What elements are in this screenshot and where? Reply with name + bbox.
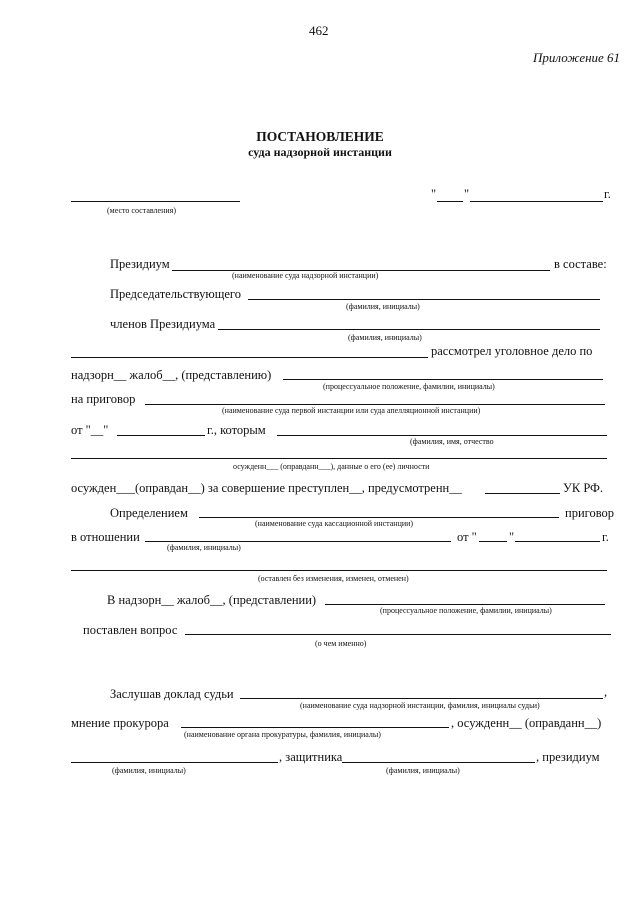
- date-quote-close: ": [464, 187, 470, 201]
- place-line: [71, 201, 240, 202]
- supervisory-complaint-text: надзорн__ жалоб__, (представлению): [71, 368, 272, 382]
- convicted-name-line: [71, 762, 278, 763]
- appendix-label: Приложение 61: [533, 50, 621, 65]
- chairperson-label: Председательствующего: [110, 287, 241, 301]
- document-title: ПОСТАНОВЛЕНИЕ: [256, 129, 384, 144]
- g2-text: г.: [602, 530, 609, 544]
- regarding-label: в отношении: [71, 530, 140, 544]
- place-hint: (место составления): [107, 206, 176, 215]
- prosecutor-line: [181, 727, 449, 728]
- judge-comma: ,: [604, 685, 608, 699]
- from-date-text: от "__": [71, 423, 109, 437]
- document-subtitle: суда надзорной инстанции: [248, 145, 392, 159]
- question-raised-label: поставлен вопрос: [83, 623, 178, 637]
- ot2-text: от ": [457, 530, 477, 544]
- in-supervisory-text: В надзорн__ жалоб__, (представлении): [107, 593, 317, 607]
- hint-cassation: (наименование суда кассационной инстанции): [255, 519, 414, 528]
- presidium-label: Президиум: [110, 257, 170, 271]
- in-composition-label: в составе:: [554, 257, 607, 271]
- hint-court-judge: (наименование суда надзорной инстанции, фамилия, инициалы судьи): [300, 701, 540, 710]
- procedural-line: [283, 379, 603, 380]
- question-line: [185, 634, 611, 635]
- date-year-suffix: г.: [604, 187, 611, 201]
- convicted-2-text: , осужденн__ (оправданн__): [451, 716, 602, 730]
- having-heard-label: Заслушав доклад судьи: [110, 687, 234, 701]
- date-quote-open: ": [431, 187, 437, 201]
- hint-members: (фамилия, инициалы): [348, 333, 422, 342]
- members-line: [218, 329, 600, 330]
- defender-text: , защитника: [279, 750, 343, 764]
- hint-fio: (фамилия, имя, отчество: [410, 437, 494, 446]
- on-sentence-label: на приговор: [71, 392, 136, 406]
- uk-rf-text: УК РФ.: [563, 481, 604, 495]
- date-month-line: [470, 201, 603, 202]
- determination-label: Определением: [110, 506, 188, 520]
- hint-convicted: осужденн___ (оправданн___), данные о его (ее) личности: [233, 462, 430, 471]
- hint-prosecutor: (наименование органа прокуратуры, фамилия, инициалы): [184, 730, 381, 739]
- first-instance-line: [145, 404, 605, 405]
- defender-line: [342, 762, 535, 763]
- hint-procedural: (процессуальное положение, фамилии, инициалы): [323, 382, 495, 391]
- hint-first-instance: (наименование суда первой инстанции или суда апелляционной инстанции): [222, 406, 481, 415]
- g-which-text: г., которым: [207, 423, 266, 437]
- hint-regarding: (фамилия, инициалы): [167, 543, 241, 552]
- ot2-quote: ": [509, 530, 515, 544]
- cassation-line: [199, 517, 559, 518]
- convicted-data-line: [71, 458, 607, 459]
- reviewed-case-text: рассмотрел уголовное дело по: [431, 344, 593, 358]
- hint-court-supervisory: (наименование суда надзорной инстанции): [232, 271, 379, 280]
- uk-article-line: [485, 493, 560, 494]
- regarding-line: [145, 541, 451, 542]
- members-label: членов Президиума: [110, 317, 216, 331]
- ot2-month-line: [515, 541, 600, 542]
- hint-chairperson: (фамилия, инициалы): [346, 302, 420, 311]
- presidium-end-text: , президиум: [536, 750, 600, 764]
- members-line-2: [71, 357, 428, 358]
- fio-line: [277, 435, 607, 436]
- hint-procedural-2: (процессуальное положение, фамилии, инициалы): [380, 606, 552, 615]
- hint-convicted-name: (фамилия, инициалы): [112, 766, 186, 775]
- hint-defender-name: (фамилия, инициалы): [386, 766, 460, 775]
- date-day-line: [437, 201, 463, 202]
- chairperson-line: [248, 299, 600, 300]
- hint-what-exactly: (о чем именно): [315, 639, 367, 648]
- sentence-label: приговор: [565, 506, 615, 520]
- page-number: 462: [309, 23, 329, 38]
- supervisory-procedural-line: [325, 604, 605, 605]
- judge-line: [240, 698, 603, 699]
- convicted-line-text: осужден___(оправдан__) за совершение преступлен__, предусмотренн__: [71, 481, 462, 495]
- ot2-day-line: [479, 541, 507, 542]
- prosecutor-opinion-label: мнение прокурора: [71, 716, 169, 730]
- from-date-line: [117, 435, 205, 436]
- hint-left-unchanged: (оставлен без изменения, изменен, отменен): [258, 574, 409, 583]
- status-line: [71, 570, 607, 571]
